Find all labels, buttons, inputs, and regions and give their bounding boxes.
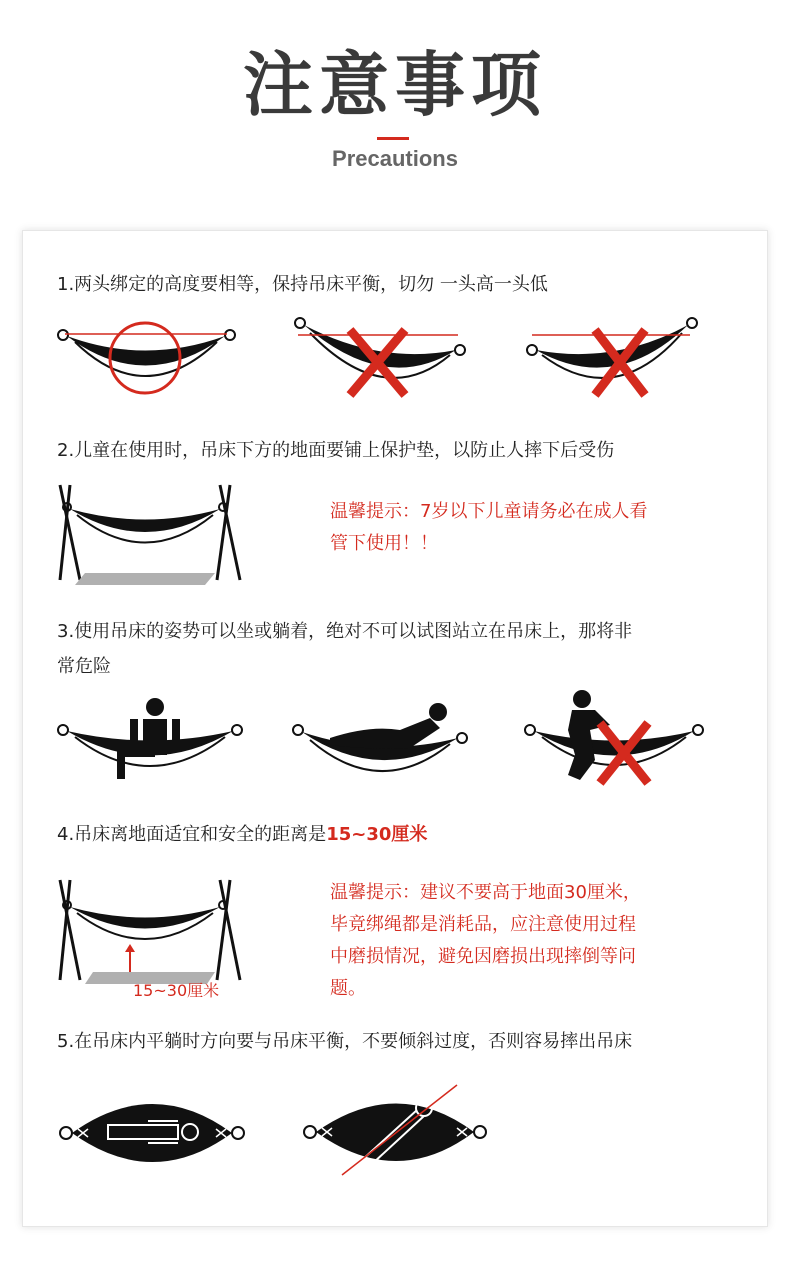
hammock-uneven-left-illustration xyxy=(290,315,480,400)
section-4-tip-line-4: 题。 xyxy=(330,978,366,999)
section-3-text-line-1: 3.使用吊床的姿势可以坐或躺着，绝对不可以试图站立在吊床上，那将非 xyxy=(57,621,633,642)
sitting-person-hammock-illustration xyxy=(55,695,250,795)
page-title: 注意事项 xyxy=(243,44,547,126)
section-4-tip-line-3: 中磨损情况，避免因磨损出现摔倒等问 xyxy=(330,946,636,967)
section-1-text: 1.两头绑定的高度要相等，保持吊床平衡，切勿 一头高一头低 xyxy=(57,274,548,295)
hammock-level-illustration xyxy=(55,320,245,400)
title-underline xyxy=(377,137,409,140)
height-dimension-label: 15~30厘米 xyxy=(133,981,220,1000)
lying-straight-hammock-illustration xyxy=(58,1085,248,1180)
section-2-tip-line-1: 温馨提示：7岁以下儿童请务必在成人看 xyxy=(330,501,648,522)
hammock-height-illustration xyxy=(55,880,255,990)
section-4-tip-line-2: 毕竟绑绳都是消耗品，应注意使用过程 xyxy=(330,914,636,935)
page-subtitle: Precautions xyxy=(332,146,458,171)
section-4-text xyxy=(57,818,427,852)
section-2-tip-line-2: 管下使用！！ xyxy=(330,533,438,554)
section-4-tip-line-1: 温馨提示：建议不要高于地面30厘米， xyxy=(330,882,641,903)
section-2-text: 2.儿童在使用时，吊床下方的地面要铺上保护垫，以防止人摔下后受伤 xyxy=(57,440,615,461)
lying-person-hammock-illustration xyxy=(290,700,480,795)
lying-diagonal-hammock-illustration xyxy=(302,1080,492,1180)
standing-person-hammock-illustration xyxy=(520,685,710,795)
section-4-text-prefix: 4.吊床离地面适宜和安全的距离是 xyxy=(57,824,327,845)
section-5-text: 5.在吊床内平躺时方向要与吊床平衡，不要倾斜过度，否则容易摔出吊床 xyxy=(57,1031,633,1052)
section-4-text-highlight: 15~30厘米 xyxy=(326,824,428,845)
hammock-uneven-right-illustration xyxy=(520,315,710,400)
section-3-text-line-2: 常危险 xyxy=(57,656,111,677)
hammock-with-mat-illustration xyxy=(55,485,255,590)
